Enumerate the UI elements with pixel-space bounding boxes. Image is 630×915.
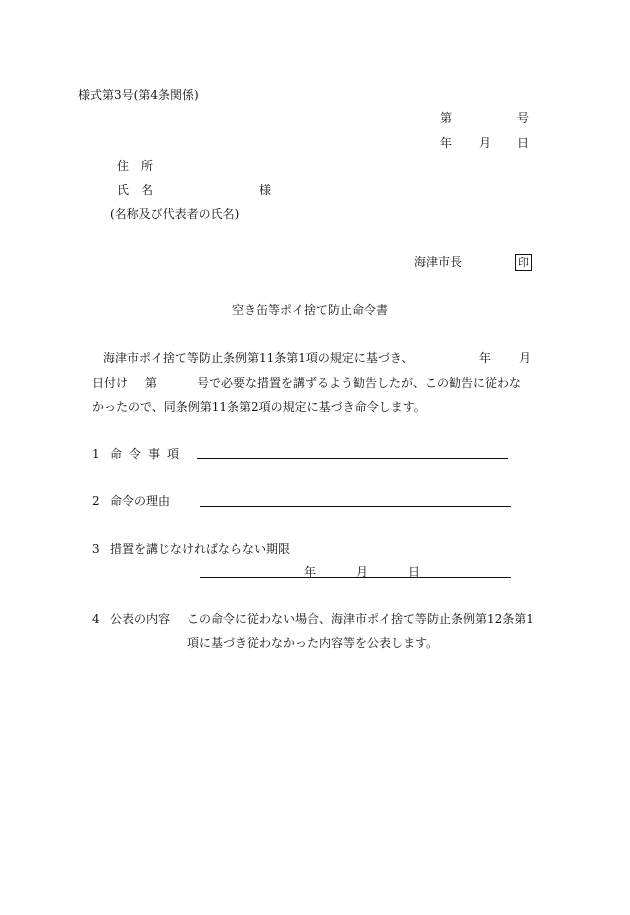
item-4-label: 公表の内容 <box>110 612 171 626</box>
document-title: 空き缶等ポイ捨て防止命令書 <box>232 303 389 317</box>
date-day: 日 <box>517 136 530 150</box>
item-3-day: 日 <box>408 565 421 579</box>
address-label: 住 所 <box>117 159 154 173</box>
item-1-blank-line <box>197 458 508 459</box>
item-4-text-line-1: この命令に従わない場合、海津市ポイ捨て等防止条例第12条第1 <box>187 612 534 626</box>
body-line-1: 海津市ポイ捨て等防止条例第11条第1項の規定に基づき、 <box>103 351 414 365</box>
body-line-2: 号で必要な措置を講ずるよう勧告したが、この勧告に従わな <box>197 376 522 390</box>
name-label: 氏 名 <box>117 183 154 197</box>
item-2-label: 命令の理由 <box>110 494 171 508</box>
item-3-label: 措置を講じなければならない期限 <box>110 542 291 556</box>
body-line-1-year: 年 <box>479 351 492 365</box>
item-4-number: 4 <box>92 612 100 626</box>
date-year: 年 <box>440 136 453 150</box>
item-1-label: 命令事項 <box>110 447 187 461</box>
item-1-number: 1 <box>92 447 100 461</box>
date-month: 月 <box>479 136 492 150</box>
seal-stamp: 印 <box>515 254 532 271</box>
body-line-3: かったので、同条例第11条第2項の規定に基づき命令します。 <box>92 400 426 414</box>
body-line-1-month: 月 <box>519 351 532 365</box>
item-3-year: 年 <box>304 565 317 579</box>
item-3-month: 月 <box>356 565 369 579</box>
name-note: (名称及び代表者の氏名) <box>110 207 240 221</box>
item-2-blank-line <box>200 506 511 507</box>
number-go: 号 <box>517 111 530 125</box>
item-3-blank-line <box>200 577 511 578</box>
item-3-number: 3 <box>92 542 100 556</box>
issuer-title: 海津市長 <box>414 255 463 269</box>
number-dai: 第 <box>440 111 453 125</box>
form-label: 様式第3号(第4条関係) <box>78 88 199 102</box>
item-4-text-line-2: 項に基づき従わなかった内容等を公表します。 <box>187 636 439 650</box>
item-2-number: 2 <box>92 494 100 508</box>
body-line-2-dai: 第 <box>145 376 158 390</box>
honorific: 様 <box>259 183 272 197</box>
body-line-2-date: 日付け <box>92 376 129 390</box>
